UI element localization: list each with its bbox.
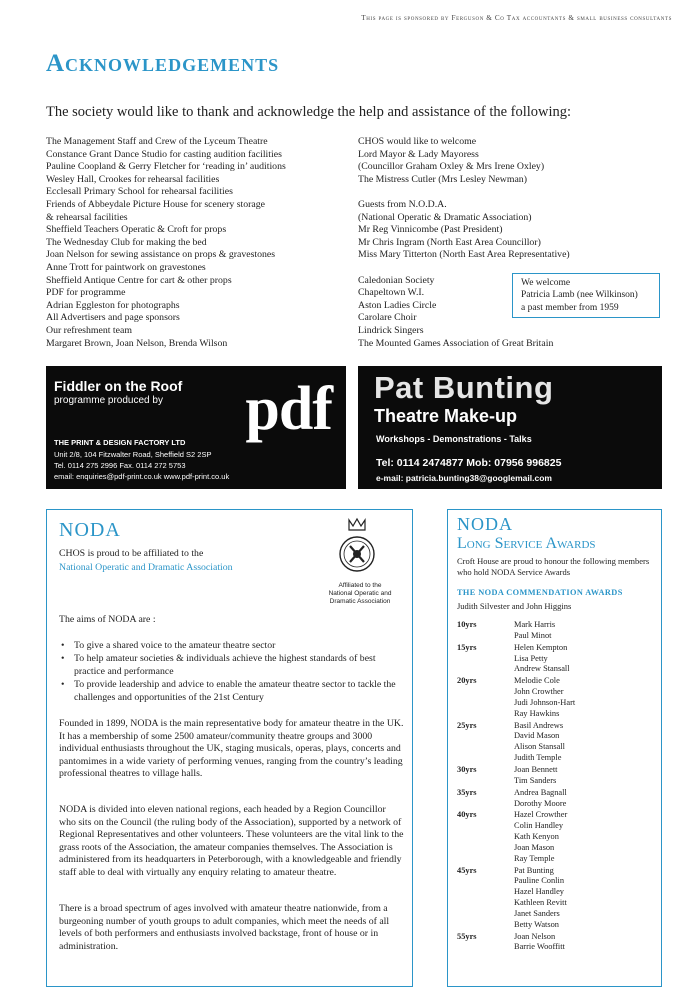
award-group <box>457 643 657 676</box>
award-name: Alison Stansall <box>514 742 565 752</box>
thanks-item: & rehearsal facilities <box>46 211 128 223</box>
thanks-item: All Advertisers and page sponsors <box>46 312 180 324</box>
award-years: 25yrs <box>457 720 477 730</box>
noda-affiliation-text: CHOS is proud to be affiliated to the <box>59 548 204 559</box>
society-item: Lindrick Singers <box>358 324 424 336</box>
thanks-item: Margaret Brown, Joan Nelson, Brenda Wilson <box>46 337 228 349</box>
thanks-item: Wesley Hall, Crookes for rehearsal facilities <box>46 173 220 185</box>
guest-item: Guests from N.O.D.A. <box>358 198 447 210</box>
crest-caption-line: Affiliated to the <box>338 582 382 589</box>
award-years: 10yrs <box>457 620 477 629</box>
welcome-box-line: Patricia Lamb (nee Wilkinson) <box>521 290 638 301</box>
award-name: Pauline Conlin <box>514 876 565 886</box>
thanks-item: Our refreshment team <box>46 324 132 336</box>
welcome-box-line: We welcome <box>521 278 571 288</box>
guest-item: Mr Chris Ingram (North East Area Councillor) <box>358 236 541 248</box>
thanks-item: Constance Grant Dance Studio for casting audition facilities <box>46 148 282 160</box>
page-title: Acknowledgements <box>46 50 280 77</box>
noda-heading: NODA <box>59 519 121 541</box>
award-group <box>457 620 657 642</box>
pat-ad-service: Theatre Make-up <box>374 406 518 426</box>
award-names <box>514 810 657 864</box>
aim-item: • To help amateur societies & individuals achieve the highest standards of best practice and performance <box>59 653 404 678</box>
welcome-item: CHOS would like to welcome <box>358 136 477 147</box>
thanks-item: Pauline Coopland & Gerry Fletcher for ‘reading in’ auditions <box>46 161 286 173</box>
award-name: Joan Nelson <box>514 931 556 941</box>
award-group <box>457 932 657 954</box>
award-years: 45yrs <box>457 865 477 875</box>
noda-paragraph: Founded in 1899, NODA is the main representative body for amateur theatre in the UK. It has a membership of some 2500 amateur/community theatre groups and 3000 individual enthusiasts throughout the UK, staging musicals, operas, plays, concerts and pantomimes in a wide variety of performing venues, ranging from the country’s leading professional theatres to village halls. <box>59 718 404 780</box>
award-years: 20yrs <box>457 676 477 686</box>
thanks-item: Sheffield Antique Centre for cart & other props <box>46 274 232 286</box>
award-years: 30yrs <box>457 764 477 774</box>
award-years: 35yrs <box>457 787 477 797</box>
award-name: Andrea Bagnall <box>514 787 567 797</box>
crest-caption-line: Dramatic Association <box>329 598 391 605</box>
award-name: Colin Handley <box>514 821 564 831</box>
award-name: Judi Johnson-Hart <box>514 697 576 707</box>
awards-list <box>457 620 657 954</box>
pdf-ad-phone: Tel. 0114 275 2996 Fax. 0114 272 5753 <box>54 461 186 470</box>
award-name: Ray Temple <box>514 853 555 863</box>
pat-ad-name: Pat Bunting <box>374 370 554 405</box>
award-name: Kathleen Revitt <box>514 898 567 908</box>
noda-crest-caption <box>317 582 403 606</box>
thanks-item: Friends of Abbeydale Picture House for scenery storage <box>46 198 266 210</box>
noda-aims-heading: The aims of NODA are : <box>59 614 156 625</box>
welcome-item: The Mistress Cutler (Mrs Lesley Newman) <box>358 173 527 185</box>
pdf-logo: pdf <box>245 375 332 443</box>
award-name: David Mason <box>514 731 560 741</box>
society-item: The Mounted Games Association of Great Britain <box>358 337 554 349</box>
welcome-item: (Councillor Graham Oxley & Mrs Irene Oxley) <box>358 161 545 173</box>
crest-caption-line: National Operatic and <box>328 590 392 597</box>
sponsor-line: This page is sponsored by Ferguson & Co Tax accountants & small business consultants <box>361 14 672 22</box>
award-name: Basil Andrews <box>514 720 564 730</box>
award-group <box>457 721 657 764</box>
thanks-item: Anne Trott for paintwork on gravestones <box>46 261 206 273</box>
society-item: Aston Ladies Circle <box>358 299 437 311</box>
welcome-box <box>512 273 660 318</box>
award-names <box>514 788 657 810</box>
society-item: Chapeltown W.I. <box>358 287 425 299</box>
ls-heading: NODA <box>457 514 513 534</box>
commendation-names: Judith Silvester and John Higgins <box>457 601 572 611</box>
award-group <box>457 810 657 864</box>
award-name: John Crowther <box>514 687 564 697</box>
award-name: Hazel Crowther <box>514 810 568 820</box>
award-group <box>457 676 657 719</box>
pat-ad-email: e-mail: patricia.bunting38@googlemail.com <box>376 473 552 483</box>
noda-paragraph: There is a broad spectrum of ages involved with amateur theatre nationwide, from a burgeoning number of youth groups to adult companies, which meet the needs of all levels of both performers and enthusiasts involved backstage, front of house or in administration. <box>59 903 390 952</box>
thanks-item: Joan Nelson for sewing assistance on props & gravestones <box>46 249 276 261</box>
noda-aims-list <box>59 640 404 705</box>
award-name: Lisa Petty <box>514 653 548 663</box>
pdf-ad-company: THE PRINT & DESIGN FACTORY LTD <box>54 438 186 447</box>
award-names <box>514 643 657 676</box>
award-name: Joan Mason <box>514 842 555 852</box>
award-name: Ray Hawkins <box>514 708 560 718</box>
thanks-item: Ecclesall Primary School for rehearsal facilities <box>46 186 233 198</box>
guest-item: Mr Reg Vinnicombe (Past President) <box>358 224 503 236</box>
ls-description: Croft House are proud to honour the following members who hold NODA Service Awards <box>457 556 650 577</box>
award-name: Mark Harris <box>514 620 556 629</box>
pat-ad-offer: Workshops - Demonstrations - Talks <box>376 434 532 444</box>
award-name: Barrie Wooffitt <box>514 942 565 952</box>
aim-item: • To provide leadership and advice to enable the amateur theatre sector to tackle the challenges and opportunities of the 21st Century <box>59 679 404 704</box>
award-name: Melodie Cole <box>514 676 560 686</box>
noda-info-box <box>46 509 413 987</box>
award-names <box>514 866 657 931</box>
award-name: Dorothy Moore <box>514 798 567 808</box>
award-name: Andrew Stansall <box>514 664 570 674</box>
award-names <box>514 620 657 642</box>
welcome-item: Lord Mayor & Lady Mayoress <box>358 148 479 160</box>
thanks-item: The Management Staff and Crew of the Lyceum Theatre <box>46 136 268 147</box>
award-years: 55yrs <box>457 931 477 941</box>
award-group <box>457 866 657 931</box>
award-names <box>514 721 657 764</box>
welcome-box-line: a past member from 1959 <box>521 302 619 313</box>
society-item: Carolare Choir <box>358 312 417 324</box>
guest-item: (National Operatic & Dramatic Association) <box>358 211 532 223</box>
pat-bunting-advert <box>358 366 662 489</box>
award-name: Joan Bennett <box>514 764 558 774</box>
award-names <box>514 765 657 787</box>
award-group <box>457 765 657 787</box>
intro-text: The society would like to thank and acknowledge the help and assistance of the following: <box>46 104 572 120</box>
thanks-item: Sheffield Teachers Operatic & Croft for props <box>46 224 227 236</box>
society-item: Caledonian Society <box>358 274 435 286</box>
ls-subheading: Long Service Awards <box>457 535 596 552</box>
award-name: Kath Kenyon <box>514 832 559 842</box>
noda-association-name: National Operatic and Dramatic Association <box>59 562 233 573</box>
award-names <box>514 676 657 719</box>
award-names <box>514 932 657 954</box>
thanks-item: Adrian Eggleston for photographs <box>46 299 180 311</box>
commendation-heading: THE NODA COMMENDATION AWARDS <box>457 588 623 597</box>
award-years: 15yrs <box>457 642 477 652</box>
thanks-item: PDF for programme <box>46 287 126 299</box>
thanks-item: The Wednesday Club for making the bed <box>46 236 207 248</box>
award-name: Paul Minot <box>514 630 552 640</box>
award-name: Pat Bunting <box>514 865 554 875</box>
award-name: Judith Temple <box>514 753 562 763</box>
pdf-ad-title: Fiddler on the Roof <box>54 378 183 394</box>
long-service-awards-box <box>447 509 662 987</box>
award-group <box>457 788 657 810</box>
pdf-advert <box>46 366 346 489</box>
pat-ad-phone: Tel: 0114 2474877 Mob: 07956 996825 <box>376 457 562 469</box>
award-name: Helen Kempton <box>514 642 568 652</box>
pdf-ad-address: Unit 2/8, 104 Fitzwalter Road, Sheffield S2 2SP <box>54 450 212 459</box>
award-name: Tim Sanders <box>514 775 557 785</box>
thanks-list-left <box>46 136 346 350</box>
award-name: Betty Watson <box>514 919 559 929</box>
award-name: Janet Sanders <box>514 908 560 918</box>
aim-item: • To give a shared voice to the amateur theatre sector <box>59 640 404 652</box>
noda-crest-icon <box>337 516 377 578</box>
noda-paragraph: NODA is divided into eleven national regions, each headed by a Region Councillor who sits on the Council (the ruling body of the Association), supported by a network of Regional Representatives and other volunteers. These volunteers are the vital link to the grass roots of the Association, the amateur companies themselves. The Association is administered from its headquarters in Peterborough, with a knowledgeable and friendly staff able to deal with virtually any enquiry relating to amateur theatre. <box>59 804 404 878</box>
pdf-ad-email: email: enquiries@pdf-print.co.uk www.pdf-print.co.uk <box>54 472 230 481</box>
pdf-ad-subtitle: programme produced by <box>54 395 163 406</box>
award-years: 40yrs <box>457 810 477 820</box>
guest-item: Miss Mary Titterton (North East Area Representative) <box>358 249 570 261</box>
award-name: Hazel Handley <box>514 887 564 897</box>
